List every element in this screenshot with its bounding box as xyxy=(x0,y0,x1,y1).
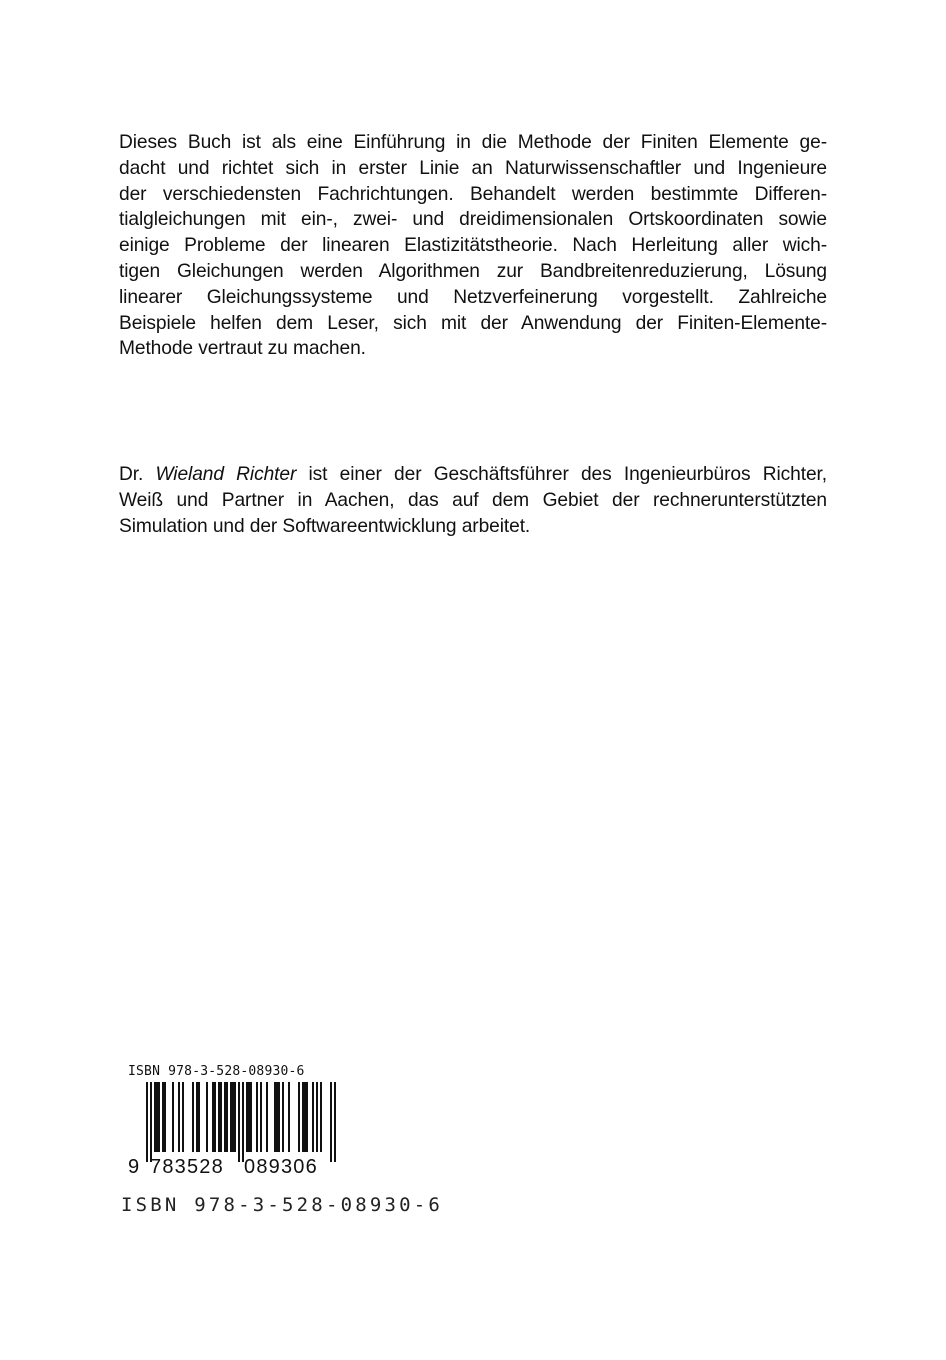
barcode-bar xyxy=(312,1082,314,1152)
description-line: Beispiele helfen dem Leser, sich mit der Anwendung der Finiten-Elemente- xyxy=(119,312,827,334)
barcode-bar xyxy=(282,1082,284,1152)
barcode-bar xyxy=(220,1082,222,1152)
author-line xyxy=(119,462,827,488)
barcode-digit-first: 9 xyxy=(128,1156,140,1178)
barcode-guard-bar xyxy=(150,1082,152,1162)
barcode-guard-bar xyxy=(242,1082,244,1162)
description-line: tialgleichungen mit ein-, zwei- und dreidimensionalen Ortskoordinaten sowie xyxy=(119,209,827,231)
barcode-bar xyxy=(288,1082,290,1152)
description-line: Methode vertraut zu machen. xyxy=(119,338,366,360)
barcode-bar xyxy=(218,1082,220,1152)
barcode-bar xyxy=(214,1082,216,1152)
barcode-bar xyxy=(230,1082,232,1152)
barcode-bar xyxy=(316,1082,318,1152)
barcode-bar xyxy=(306,1082,308,1152)
description-line: dacht und richtet sich in erster Linie an Naturwissenschaftler und Ingenieure xyxy=(119,157,827,179)
barcode-bar xyxy=(266,1082,268,1152)
barcode-guard-bar xyxy=(238,1082,240,1162)
author-line: Simulation und der Softwareentwicklung arbeitet. xyxy=(119,515,531,537)
book-description xyxy=(119,130,827,362)
barcode-bar xyxy=(256,1082,258,1152)
barcode-guard-bar xyxy=(330,1082,332,1162)
barcode-bar xyxy=(304,1082,306,1152)
barcode-guard-bar xyxy=(146,1082,148,1162)
description-line: einige Probleme der linearen Elastizitätstheorie. Nach Herleitung aller wich- xyxy=(119,235,827,257)
description-line: linearer Gleichungssysteme und Netzverfeinerung vorgestellt. Zahlreiche xyxy=(119,286,827,308)
barcode-bar xyxy=(276,1082,278,1152)
barcode-bar xyxy=(232,1082,234,1152)
author-title: Dr. xyxy=(119,464,144,485)
barcode-bars xyxy=(128,1082,338,1164)
author-line: Weiß und Partner in Aachen, das auf dem Gebiet der rechnerunterstützten xyxy=(119,489,827,511)
description-line: der verschiedensten Fachrichtungen. Behandelt werden bestimmte Differen- xyxy=(119,183,827,205)
barcode-bar xyxy=(250,1082,252,1152)
author-line-rest: ist einer der Geschäftsführer des Ingenieurbüros Richter, xyxy=(308,464,827,485)
barcode-bar xyxy=(196,1082,198,1152)
barcode-bar xyxy=(178,1082,180,1152)
barcode-bar xyxy=(158,1082,160,1152)
barcode-bar xyxy=(302,1082,304,1152)
description-line: tigen Gleichungen werden Algorithmen zur Bandbreitenreduzierung, Lösung xyxy=(119,260,827,282)
author-bio xyxy=(119,462,827,539)
barcode-digits-right: 089306 xyxy=(244,1156,318,1178)
barcode-bar xyxy=(224,1082,226,1152)
author-name: Wieland Richter xyxy=(155,464,297,485)
barcode-bar xyxy=(162,1082,164,1152)
barcode xyxy=(128,1064,348,1184)
barcode-bar xyxy=(274,1082,276,1152)
barcode-bar xyxy=(248,1082,250,1152)
barcode-bar xyxy=(156,1082,158,1152)
barcode-bar xyxy=(320,1082,322,1152)
description-line: Dieses Buch ist als eine Einführung in die Methode der Finiten Elemente ge- xyxy=(119,132,827,153)
barcode-bar xyxy=(234,1082,236,1152)
barcode-digits-left: 783528 xyxy=(150,1156,224,1178)
barcode-bar xyxy=(198,1082,200,1152)
isbn-bottom: ISBN 978-3-528-08930-6 xyxy=(121,1194,444,1216)
barcode-bar xyxy=(154,1082,156,1152)
barcode-bar xyxy=(172,1082,174,1152)
barcode-guard-bar xyxy=(334,1082,336,1162)
barcode-bar xyxy=(246,1082,248,1152)
barcode-bar xyxy=(298,1082,300,1152)
barcode-bar xyxy=(212,1082,214,1152)
barcode-bar xyxy=(278,1082,280,1152)
barcode-bar xyxy=(182,1082,184,1152)
barcode-bar xyxy=(260,1082,262,1152)
barcode-bar xyxy=(192,1082,194,1152)
barcode-bar xyxy=(164,1082,166,1152)
barcode-isbn-label: ISBN 978-3-528-08930-6 xyxy=(128,1064,305,1079)
barcode-bar xyxy=(226,1082,228,1152)
barcode-bar xyxy=(206,1082,208,1152)
